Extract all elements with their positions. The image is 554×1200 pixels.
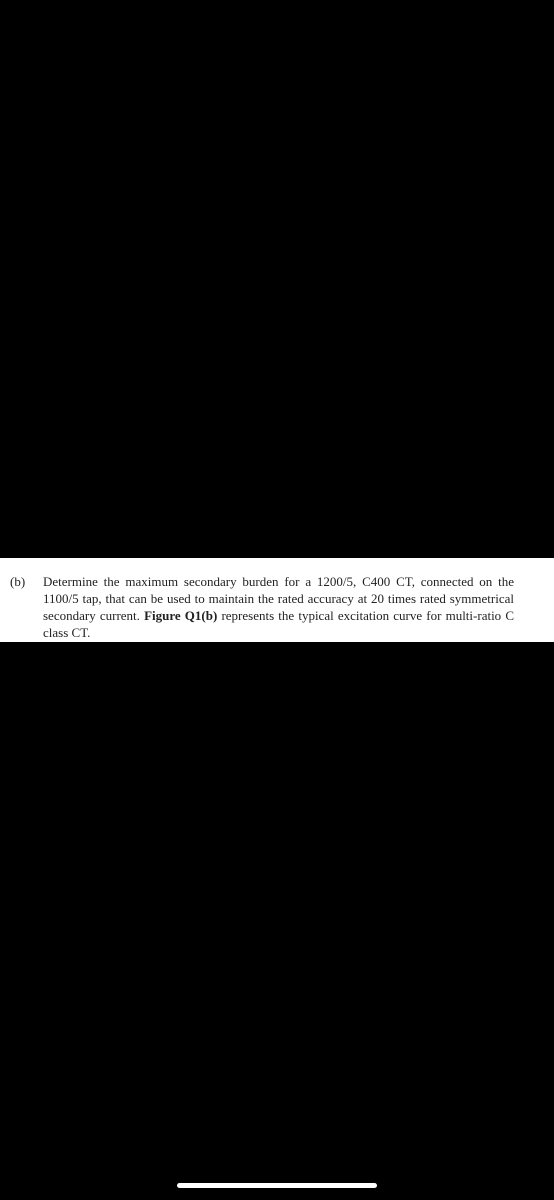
question-text bbox=[43, 573, 514, 641]
question-text-part1: Determine the maximum secondary burden for a 1200/5, C400 CT, connected on the 1100/5 tap, that can be used to maintain the rated accuracy at 20 times rated symmetrical secondary current. bbox=[43, 574, 514, 623]
question-label: (b) bbox=[10, 574, 26, 589]
figure-reference: Figure Q1(b) bbox=[144, 608, 218, 623]
question-text-part2: represents the typical excitation curve for multi-ratio C class CT. bbox=[43, 608, 515, 640]
question-panel bbox=[0, 558, 554, 642]
home-indicator[interactable] bbox=[177, 1183, 377, 1188]
